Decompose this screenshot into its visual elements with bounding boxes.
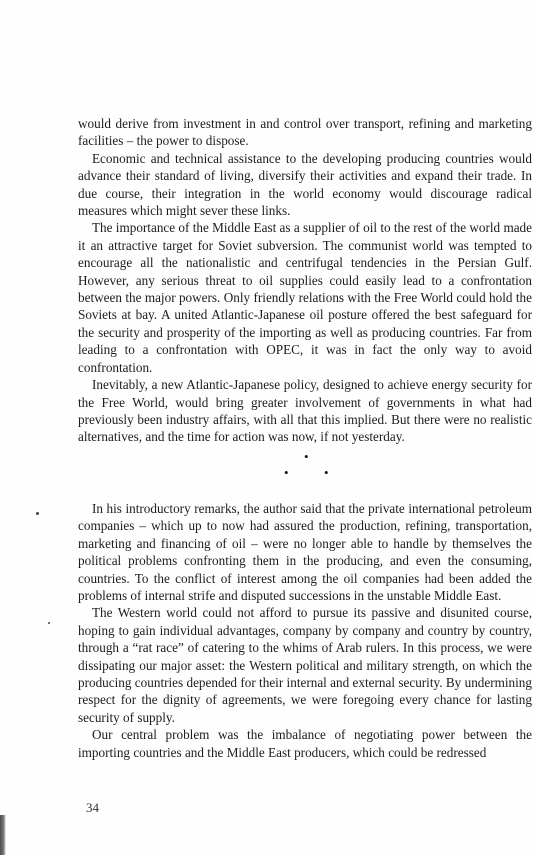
scan-edge-shadow (0, 815, 6, 855)
separator-dot-right: • (324, 465, 329, 480)
text-block-bottom (78, 500, 532, 761)
scan-speck (48, 622, 50, 624)
paragraph-middle-east-importance: The importance of the Middle East as a supplier of oil to the rest of the world made it an attractive target for Soviet subversion. The communist world was tempted to encourage all the nationalistic and centrifugal tendencies in the Persian Gulf. However, any serious threat to oil supplies could easily lead to a confrontation between the major powers. Only friendly relations with the Free World could hold the Soviets at bay. A united Atlantic-Japanese oil posture offered the best safeguard for the security and prosperity of the importing as well as producing countries. Far from leading to a confrontation with OPEC, it was in fact the only way to avoid confrontation. (78, 220, 532, 375)
paragraph-central-problem: Our central problem was the imbalance of negotiating power between the importing countries and the Middle East producers, which could be redressed (78, 727, 532, 760)
paragraph-continuation: would derive from investment in and control over transport, refining and marketing facilities – the power to dispose. (78, 116, 532, 149)
text-block-top (78, 115, 532, 446)
section-separator (260, 450, 360, 480)
separator-dot-top: • (304, 449, 309, 464)
paragraph-economic-assistance: Economic and technical assistance to the developing producing countries would advance their standard of living, diversify their activities and expand their trade. In due course, their integration in the world economy would discourage radical measures which might sever these links. (78, 150, 532, 219)
page-number: 34 (86, 800, 99, 815)
paragraph-atlantic-japanese-policy: Inevitably, a new Atlantic-Japanese policy, designed to achieve energy security for the Free World, would bring greater involvement of governments in what had previously been industry affairs, with all that this implied. But there were no realistic alternatives, and the time for action was now, if not yesterday. (78, 377, 532, 445)
scan-speck (36, 512, 39, 515)
separator-dot-left: • (284, 465, 289, 480)
paragraph-introductory-remarks: In his introductory remarks, the author said that the private international petroleum companies – which up to now had assured the production, refining, transportation, marketing and financing of oil – were no longer able to handle by themselves the political problems confronting them in the producing, and even the consuming, countries. To the conflict of interest among the oil companies had been added the problems of internal strife and disputed successions in the unstable Middle East. (78, 501, 532, 604)
paragraph-western-world: The Western world could not afford to pursue its passive and disunited course, hoping to gain individual advantages, company by company and country by country, through a “rat race” of catering to the whims of Arab rulers. In this process, we were dissipating our major asset: the Western political and military strength, on which the producing countries depended for their internal and external security. By undermining respect for the dignity of agreements, we were foregoing every chance for lasting security of supply. (78, 605, 532, 725)
